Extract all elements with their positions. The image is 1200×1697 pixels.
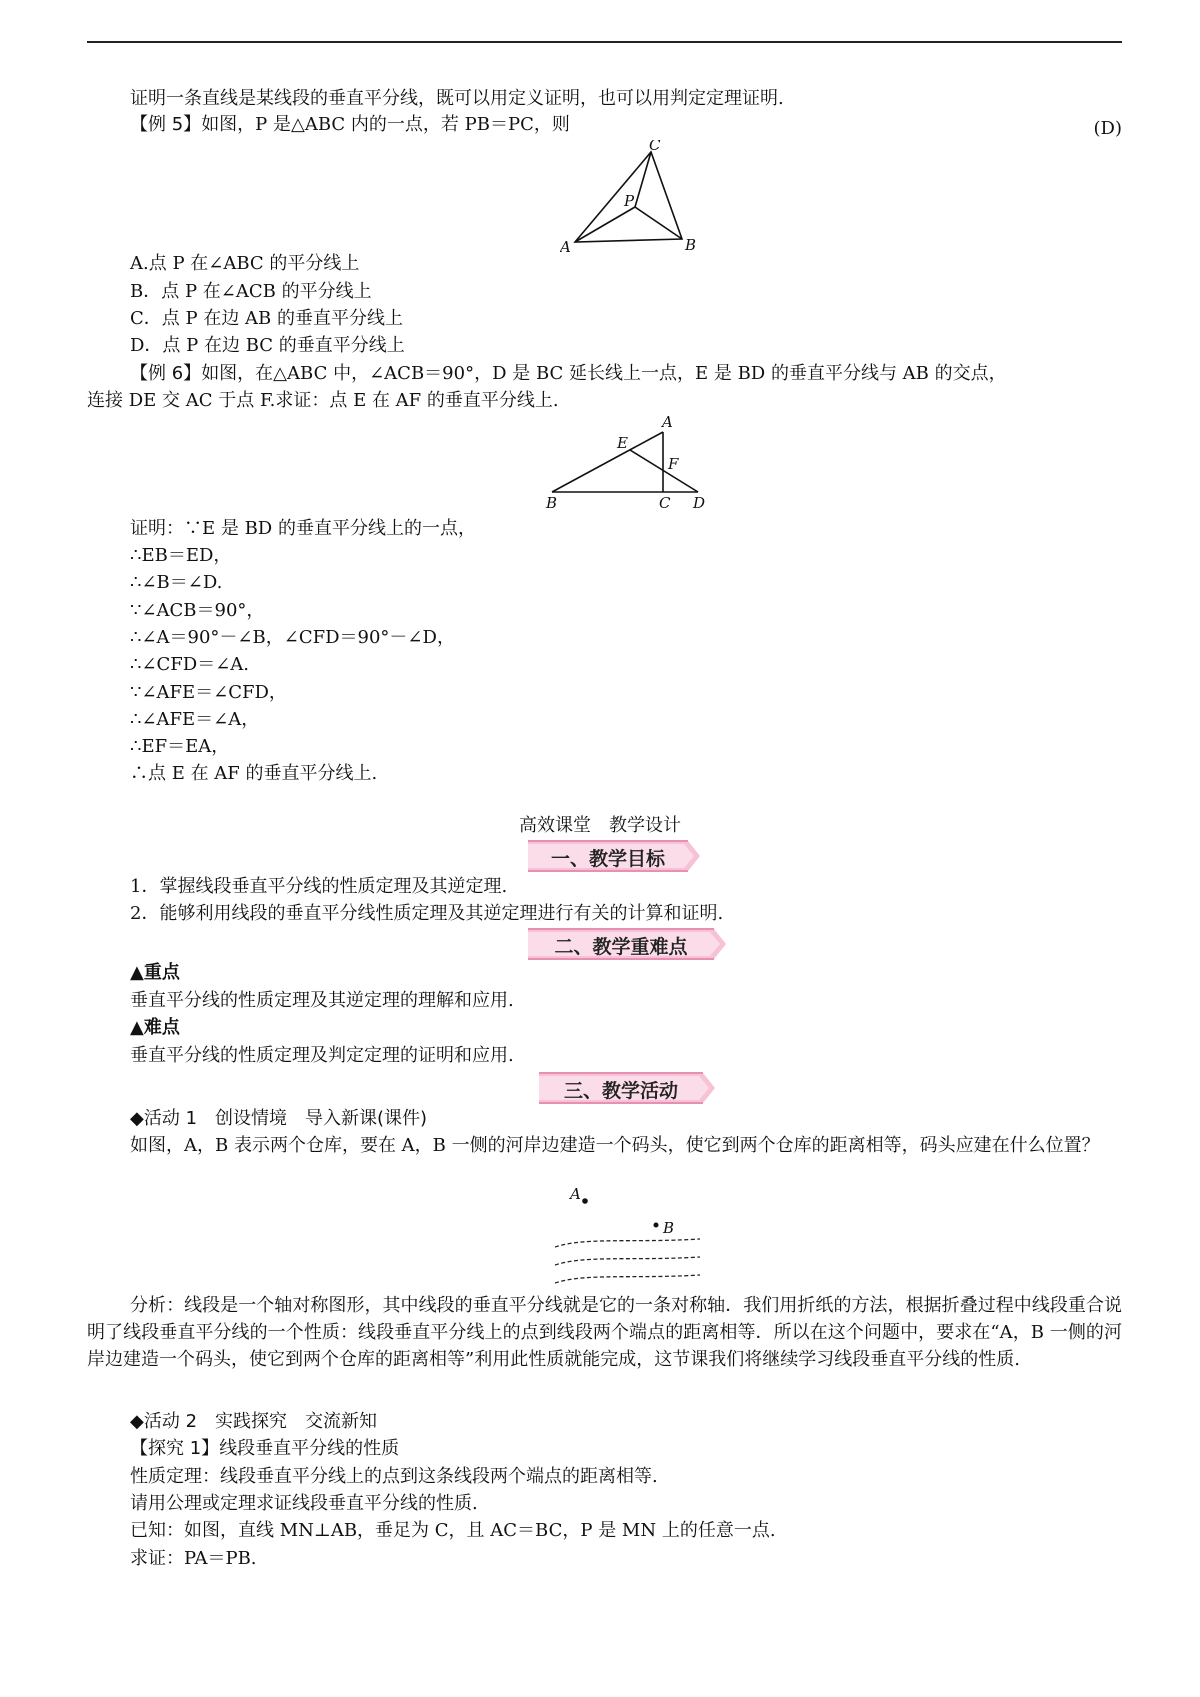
example-5-question <box>130 114 570 136</box>
fig5-label-p: P <box>624 192 635 210</box>
activity-1-heading: ◆活动 1 创设情境 导入新课(课件) <box>130 1108 428 1129</box>
fig6-label-d: D <box>693 494 706 510</box>
example-5-text: 如图，P 是△ABC 内的一点，若 PB＝PC，则 <box>201 114 570 135</box>
given-statement: 已知：如图，直线 MN⊥AB，垂足为 C，且 AC＝BC，P 是 MN 上的任意一点. <box>130 1520 776 1541</box>
difficult-point-text: 垂直平分线的性质定理及判定定理的证明和应用. <box>130 1045 514 1066</box>
example-5-option-d: D．点 P 在边 BC 的垂直平分线上 <box>130 335 405 356</box>
fig6-label-a: A <box>662 415 673 431</box>
example-6-triangle-figure <box>540 415 720 510</box>
intro-text: 证明一条直线是某线段的垂直平分线，既可以用定义证明，也可以用判定定理证明. <box>130 88 784 109</box>
example-6-question-line2: 连接 DE 交 AC 于点 F.求证：点 E 在 AF 的垂直平分线上. <box>87 390 559 411</box>
fig5-label-c: C <box>649 140 661 154</box>
prove-instruction: 请用公理或定理求证线段垂直平分线的性质. <box>130 1493 478 1514</box>
activity-1-text: 如图，A，B 表示两个仓库，要在 A，B 一侧的河岸边建造一个码头，使它到两个仓库的距离相等，码头应建在什么位置？ <box>130 1135 1100 1156</box>
goal-1: 1．掌握线段垂直平分线的性质定理及其逆定理. <box>130 876 508 897</box>
header-rule <box>87 41 1122 43</box>
proof-line-10: ∴点 E 在 AF 的垂直平分线上. <box>130 763 378 784</box>
banner-teaching-goals <box>528 839 704 873</box>
explore-1-line <box>130 1438 399 1460</box>
section-caption: 高效课堂 教学设计 <box>519 815 681 836</box>
example-6-question-line1 <box>130 363 1007 385</box>
example-5-option-c: C．点 P 在边 AB 的垂直平分线上 <box>130 308 403 329</box>
key-point-heading: ▲重点 <box>130 962 180 983</box>
proof-line-5: ∴∠A＝90°－∠B，∠CFD＝90°－∠D， <box>130 627 455 648</box>
example-6-label: 【例 6】 <box>130 363 202 384</box>
banner-label: 一、教学目标 <box>550 848 665 870</box>
difficult-point-heading: ▲难点 <box>130 1017 180 1038</box>
proof-line-3: ∴∠B＝∠D. <box>130 572 223 593</box>
proof-line-8: ∴∠AFE＝∠A， <box>130 709 260 730</box>
proof-line-2: ∴EB＝ED， <box>130 545 232 566</box>
fig5-label-a: A <box>560 238 571 255</box>
banner-label: 二、教学重难点 <box>554 936 688 958</box>
fig6-label-e: E <box>617 434 628 452</box>
activity-2-heading: ◆活动 2 实践探究 交流新知 <box>130 1411 378 1432</box>
fig6-label-c: C <box>659 494 671 510</box>
activity-1-analysis: 分析：线段是一个轴对称图形，其中线段的垂直平分线就是它的一条对称轴．我们用折纸的方法，根据折叠过程中线段重合说明了线段垂直平分线的一个性质：线段垂直平分线上的点到线段两个端点的距离相等．所以在这个问题中，要求在“A，B 一侧的河岸边建造一个码头，使它到两个仓库的距离相等”利用此性质就能完成，这节课我们将继续学习线段垂直平分线的性质. <box>87 1295 1122 1370</box>
fig6-label-f: F <box>668 455 679 473</box>
proof-line-9: ∴EF＝EA， <box>130 736 230 757</box>
explore-1-label: 【探究 1】 <box>130 1438 220 1459</box>
to-prove-statement: 求证：PA＝PB. <box>130 1548 257 1569</box>
proof-line-4: ∵∠ACB＝90°， <box>130 600 265 621</box>
key-point-text: 垂直平分线的性质定理及其逆定理的理解和应用. <box>130 990 514 1011</box>
banner-label: 三、教学活动 <box>563 1080 678 1102</box>
goal-2: 2．能够利用线段的垂直平分线性质定理及其逆定理进行有关的计算和证明. <box>130 903 724 924</box>
proof-line-6: ∴∠CFD＝∠A. <box>130 654 250 675</box>
example-5-answer: (D) <box>1093 118 1122 139</box>
river-warehouse-figure <box>545 1185 715 1295</box>
fig-river-label-a: A <box>570 1185 581 1203</box>
proof-line-7: ∵∠AFE＝∠CFD， <box>130 682 287 703</box>
example-5-label: 【例 5】 <box>130 114 202 135</box>
explore-1-title: 线段垂直平分线的性质 <box>219 1438 400 1459</box>
fig6-label-b: B <box>546 494 558 510</box>
example-5-option-a: A.点 P 在∠ABC 的平分线上 <box>130 253 360 274</box>
example-5-option-b: B．点 P 在∠ACB 的平分线上 <box>130 281 372 302</box>
property-theorem: 性质定理：线段垂直平分线上的点到这条线段两个端点的距离相等. <box>130 1466 658 1487</box>
banner-key-difficult-points <box>528 927 728 961</box>
example-5-triangle-figure <box>560 140 700 255</box>
example-6-text: 如图，在△ABC 中，∠ACB＝90°，D 是 BC 延长线上一点，E 是 BD 的垂直平分线与 AB 的交点， <box>201 363 1007 384</box>
fig-river-label-b: B <box>663 1219 675 1237</box>
banner-teaching-activities <box>539 1071 719 1105</box>
proof-line-1: 证明：∵E 是 BD 的垂直平分线上的一点， <box>130 518 476 539</box>
fig5-label-b: B <box>685 236 697 254</box>
